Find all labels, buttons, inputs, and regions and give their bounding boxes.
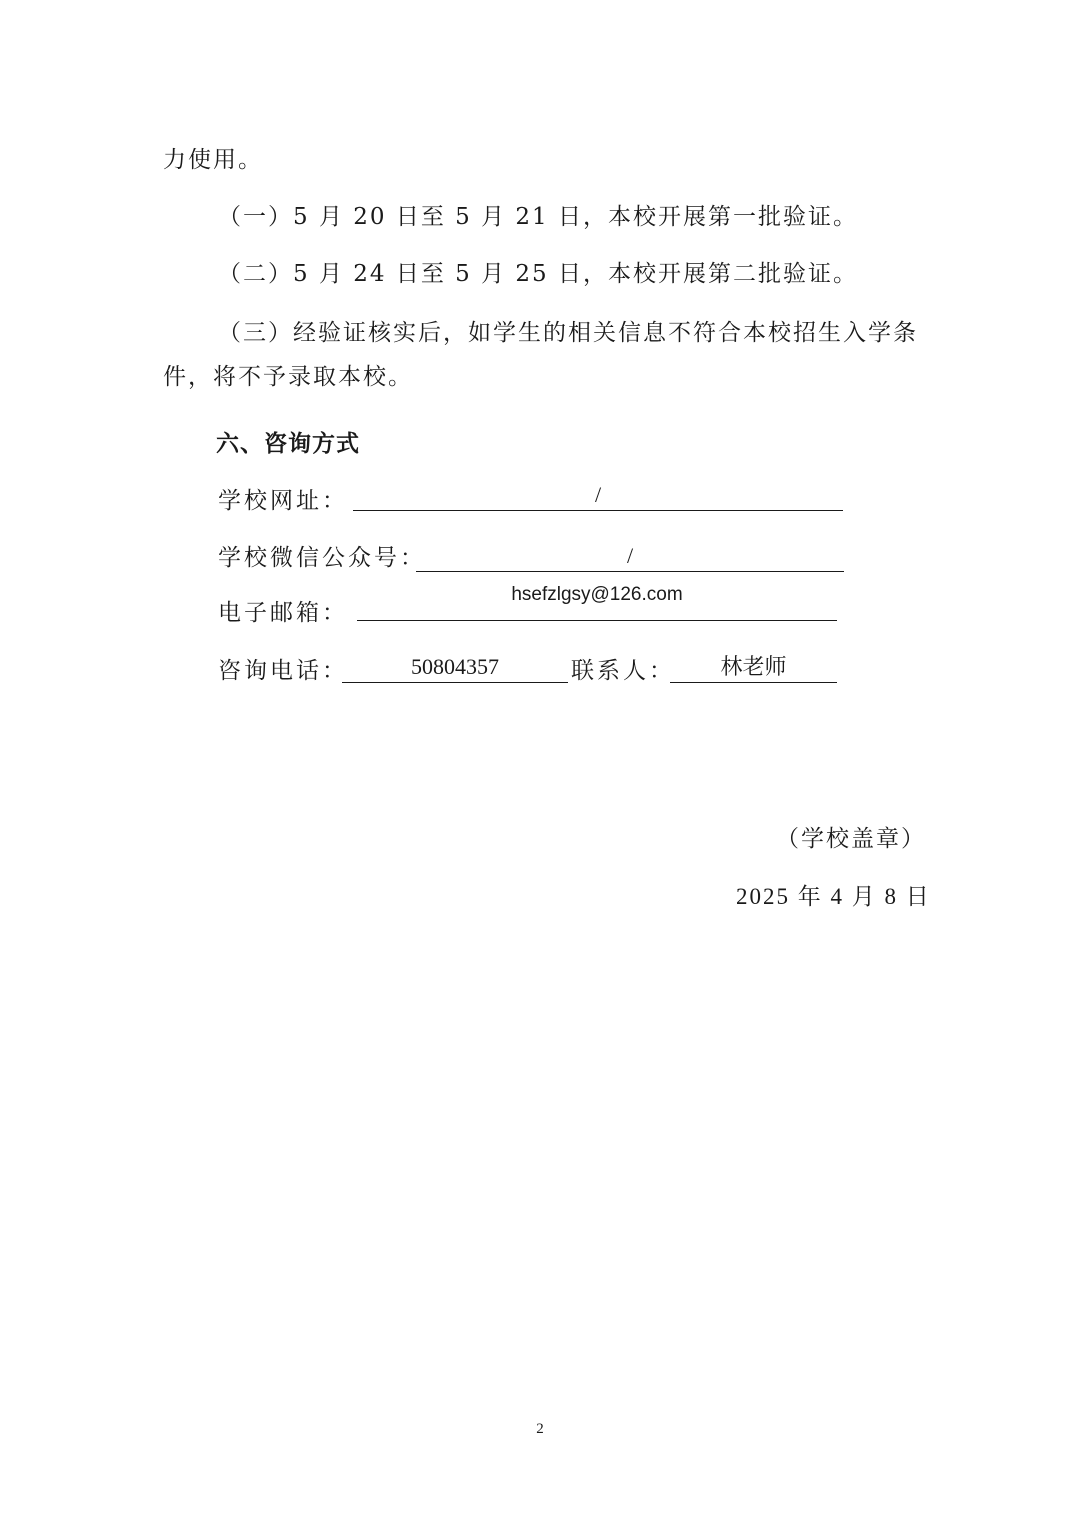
verification-item-2: （二）5 月 24 日至 5 月 25 日，本校开展第二批验证。	[218, 261, 858, 287]
website-value: /	[594, 482, 602, 507]
email-field	[357, 584, 837, 621]
email-value: hsefzlgsy@126.com	[511, 584, 683, 605]
school-seal-note: （学校盖章）	[776, 826, 926, 852]
email-label: 电子邮箱：	[218, 600, 348, 626]
phone-field	[342, 654, 568, 683]
phone-value: 50804357	[411, 654, 499, 679]
contact-person-label: 联系人：	[571, 658, 675, 684]
paragraph-continuation: 力使用。	[163, 147, 263, 173]
verification-item-3-line-1: （三）经验证核实后，如学生的相关信息不符合本校招生入学条	[218, 320, 918, 346]
wechat-value: /	[626, 543, 634, 568]
verification-item-1: （一）5 月 20 日至 5 月 21 日，本校开展第一批验证。	[218, 204, 858, 230]
website-label: 学校网址：	[218, 488, 348, 514]
verification-item-3-line-2: 件，将不予录取本校。	[163, 364, 413, 390]
document-date: 2025 年 4 月 8 日	[736, 884, 931, 909]
section-heading-consultation: 六、咨询方式	[216, 431, 360, 457]
phone-label: 咨询电话：	[218, 658, 348, 684]
contact-person-value: 林老师	[720, 654, 787, 679]
wechat-field	[416, 543, 844, 572]
contact-person-field	[670, 654, 837, 683]
website-field	[353, 482, 843, 511]
wechat-label: 学校微信公众号：	[218, 545, 426, 571]
page-number: 2	[536, 1421, 544, 1437]
